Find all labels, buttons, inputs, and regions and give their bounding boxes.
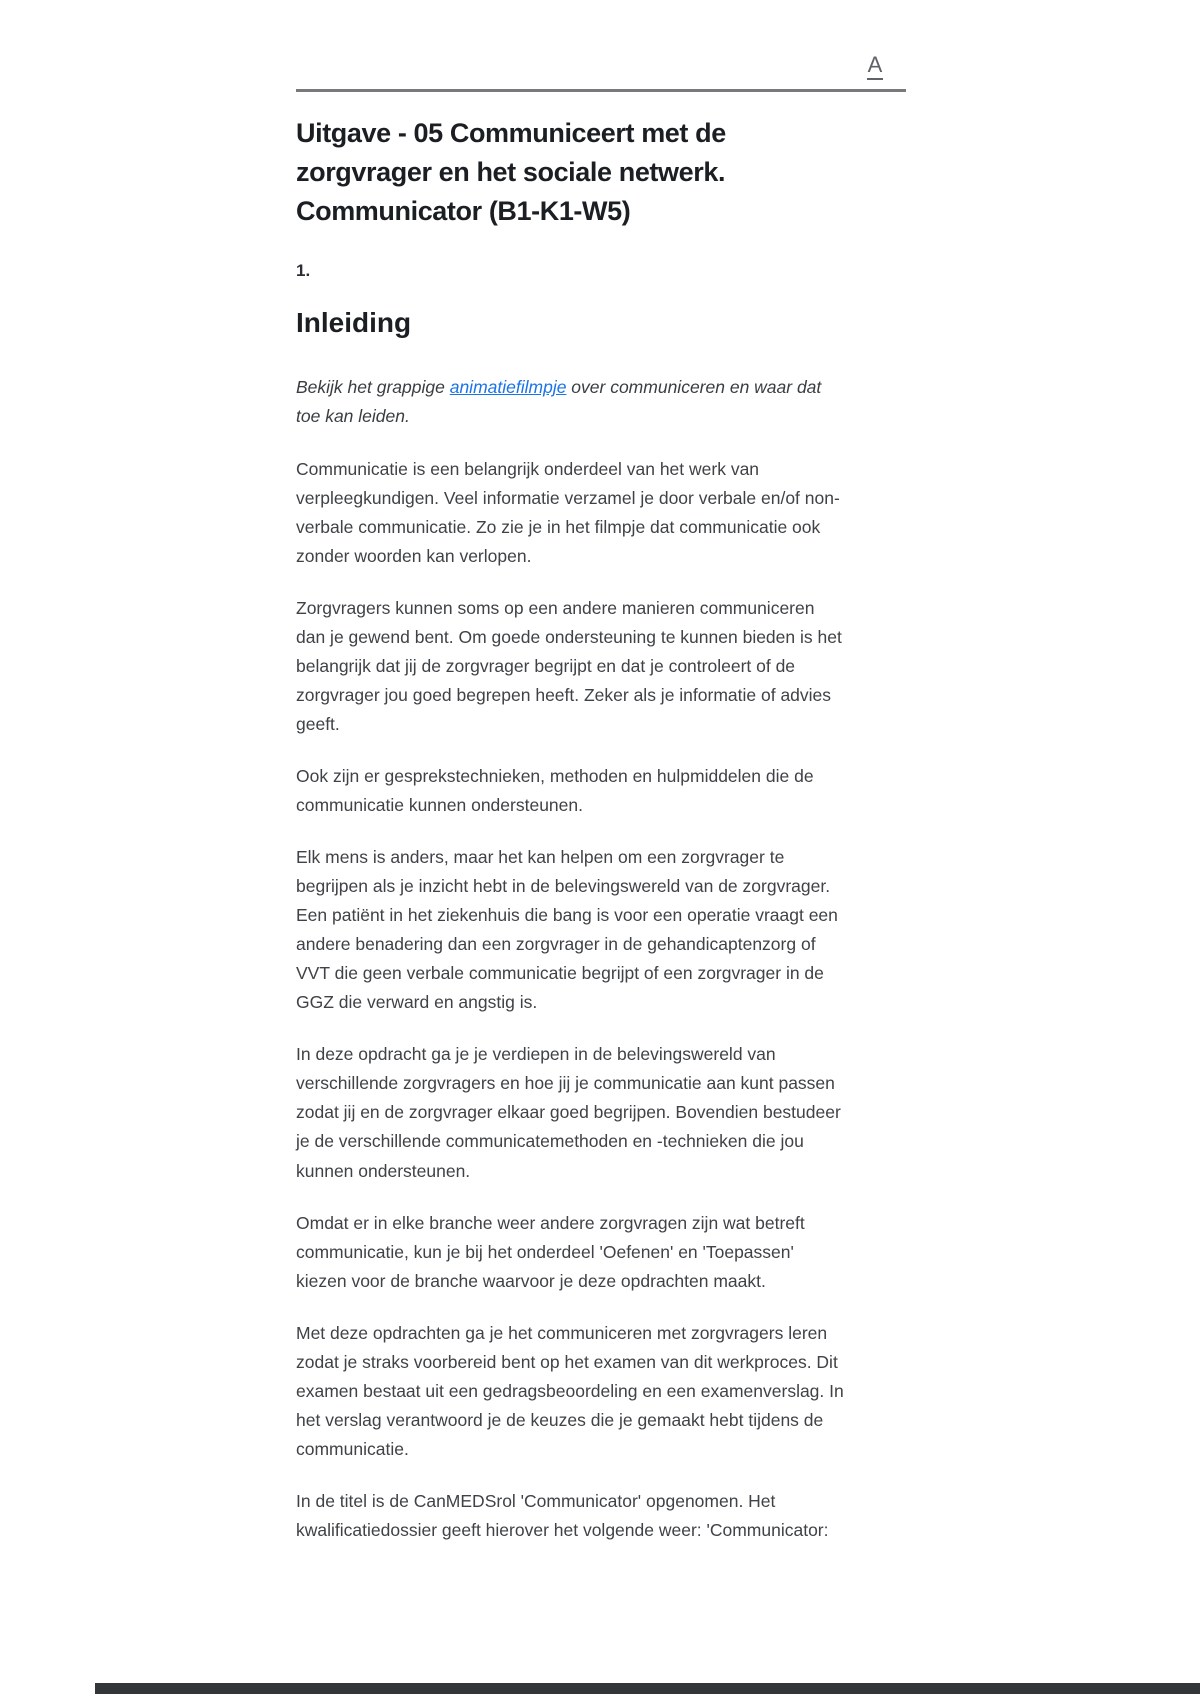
font-size-icon: A <box>867 54 884 80</box>
paragraph: In de titel is de CanMEDSrol 'Communicator' opgenomen. Het kwalificatiedossier geeft hierover het volgende weer: 'Communicator: <box>296 1490 829 1540</box>
intro-text-after-link: over communiceren en waar dat toe kan leiden. <box>296 377 822 427</box>
paragraph: Elk mens is anders, maar het kan helpen om een zorgvrager te begrijpen als je inzicht hebt in de belevingswereld van de zorgvrager. Een patiënt in het ziekenhuis die bang is voor een operatie vraagt een andere benadering dan een zorgvrager in de gehandicaptenzorg of VVT die geen verbale communicatie begrijpt of een zorgvrager in de GGZ die verward en angstig is. <box>296 847 838 1013</box>
article-content <box>296 114 844 1568</box>
paragraph: Zorgvragers kunnen soms op een andere manieren communiceren dan je gewend bent. Om goede ondersteuning te kunnen bieden is het belangrijk dat jij de zorgvrager begrijpt en dat je controleert of de zorgvrager jou goed begrepen heeft. Zeker als je informatie of advies geeft. <box>296 597 842 734</box>
paragraph: Omdat er in elke branche weer andere zorgvragen zijn wat betreft communicatie, kun je bij het onderdeel 'Oefenen' en 'Toepassen' kiezen voor de branche waarvoor je deze opdrachten maakt. <box>296 1212 805 1291</box>
section-heading: Inleiding <box>296 307 412 339</box>
paragraph: In deze opdracht ga je je verdiepen in de belevingswereld van verschillende zorgvragers en hoe jij je communicatie aan kunt passen zodat jij en de zorgvrager elkaar goed begrijpen. Bovendien bestudeer je de verschillende communicatemethoden en -technieken die jou kunnen ondersteunen. <box>296 1044 841 1181</box>
intro-text-before-link: Bekijk het grappige <box>296 377 450 398</box>
font-size-settings-button[interactable] <box>858 50 892 84</box>
page-title: Uitgave - 05 Communiceert met de zorgvrager en het sociale netwerk. Communicator (B1-K1-W5) <box>296 118 726 227</box>
paragraph: Communicatie is een belangrijk onderdeel van het werk van verpleegkundigen. Veel informatie verzamel je door verbale en/of non-verbale communicatie. Zo zie je in het filmpje dat communicatie ook zonder woorden kan verlopen. <box>296 458 840 566</box>
header-divider <box>296 89 906 92</box>
list-item-number: 1. <box>296 261 311 281</box>
animation-video-link[interactable]: animatiefilmpje <box>449 377 567 398</box>
intro-paragraph <box>296 373 844 431</box>
paragraph: Met deze opdrachten ga je het communiceren met zorgvragers leren zodat je straks voorbereid bent op het examen van dit werkproces. Dit examen bestaat uit een gedragsbeoordeling en een examenverslag. In het verslag verantwoord je de keuzes die je gemaakt hebt tijdens de communicatie. <box>296 1322 844 1459</box>
page-bottom-bar <box>95 1683 1200 1694</box>
paragraph: Ook zijn er gesprekstechnieken, methoden en hulpmiddelen die de communicatie kunnen ondersteunen. <box>296 765 814 815</box>
